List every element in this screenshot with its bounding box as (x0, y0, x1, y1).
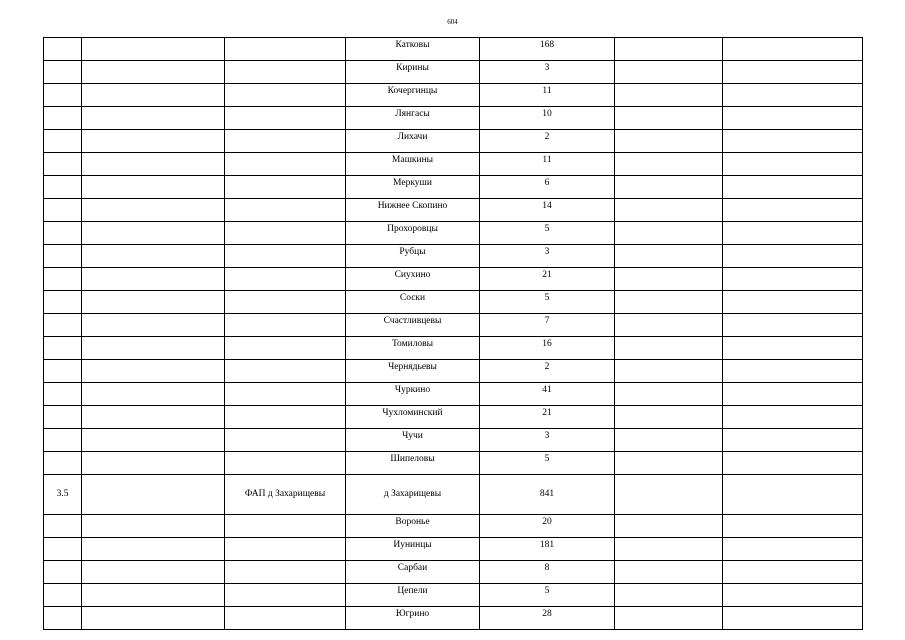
empty-cell (82, 515, 225, 538)
population-count-cell: 3 (480, 429, 615, 452)
population-count-cell: 5 (480, 452, 615, 475)
settlement-name-cell: Чучи (346, 429, 480, 452)
fap-name-cell (225, 245, 346, 268)
fap-name-cell (225, 84, 346, 107)
population-count-cell: 41 (480, 383, 615, 406)
settlement-name-cell: Томиловы (346, 337, 480, 360)
empty-cell (82, 406, 225, 429)
population-count-cell: 8 (480, 561, 615, 584)
row-number-cell (44, 360, 82, 383)
population-count-cell: 16 (480, 337, 615, 360)
empty-cell (723, 452, 863, 475)
population-count-cell: 7 (480, 314, 615, 337)
fap-name-cell: ФАП д Захарищевы (225, 475, 346, 515)
empty-cell (723, 291, 863, 314)
empty-cell (615, 406, 723, 429)
empty-cell (82, 84, 225, 107)
table-row (44, 538, 863, 561)
empty-cell (82, 199, 225, 222)
empty-cell (82, 607, 225, 630)
empty-cell (615, 153, 723, 176)
empty-cell (723, 38, 863, 61)
empty-cell (615, 176, 723, 199)
empty-cell (615, 107, 723, 130)
empty-cell (723, 61, 863, 84)
table-row (44, 452, 863, 475)
population-count-cell: 11 (480, 84, 615, 107)
empty-cell (82, 268, 225, 291)
empty-cell (82, 176, 225, 199)
table-row (44, 153, 863, 176)
empty-cell (723, 475, 863, 515)
empty-cell (723, 107, 863, 130)
settlement-name-cell: Чернядьевы (346, 360, 480, 383)
empty-cell (723, 199, 863, 222)
fap-name-cell (225, 176, 346, 199)
table-row (44, 475, 863, 515)
population-count-cell: 20 (480, 515, 615, 538)
settlement-name-cell: Катковы (346, 38, 480, 61)
empty-cell (723, 337, 863, 360)
empty-cell (615, 61, 723, 84)
population-count-cell: 14 (480, 199, 615, 222)
table-row (44, 107, 863, 130)
empty-cell (615, 429, 723, 452)
empty-cell (615, 84, 723, 107)
row-number-cell (44, 38, 82, 61)
fap-name-cell (225, 314, 346, 337)
fap-name-cell (225, 199, 346, 222)
empty-cell (723, 383, 863, 406)
table-row (44, 561, 863, 584)
row-number-cell (44, 314, 82, 337)
empty-cell (82, 38, 225, 61)
table-row (44, 130, 863, 153)
settlement-name-cell: Лянгасы (346, 107, 480, 130)
settlements-table (43, 37, 863, 630)
population-count-cell: 10 (480, 107, 615, 130)
empty-cell (723, 176, 863, 199)
row-number-cell (44, 176, 82, 199)
table-row (44, 84, 863, 107)
table-row (44, 268, 863, 291)
empty-cell (615, 291, 723, 314)
empty-cell (723, 153, 863, 176)
row-number-cell (44, 61, 82, 84)
row-number-cell (44, 452, 82, 475)
empty-cell (615, 360, 723, 383)
settlement-name-cell: Прохоровцы (346, 222, 480, 245)
table-row (44, 429, 863, 452)
empty-cell (82, 538, 225, 561)
settlement-name-cell: Кочергинцы (346, 84, 480, 107)
empty-cell (723, 84, 863, 107)
row-number-cell (44, 383, 82, 406)
population-count-cell: 181 (480, 538, 615, 561)
settlement-name-cell: д Захарищевы (346, 475, 480, 515)
page-number: 604 (447, 18, 458, 26)
settlement-name-cell: Сиухино (346, 268, 480, 291)
settlement-name-cell: Югрино (346, 607, 480, 630)
fap-name-cell (225, 383, 346, 406)
empty-cell (615, 383, 723, 406)
row-number-cell (44, 406, 82, 429)
population-count-cell: 5 (480, 584, 615, 607)
empty-cell (82, 130, 225, 153)
fap-name-cell (225, 268, 346, 291)
empty-cell (82, 107, 225, 130)
row-number-cell (44, 245, 82, 268)
population-count-cell: 841 (480, 475, 615, 515)
empty-cell (615, 314, 723, 337)
empty-cell (82, 360, 225, 383)
settlement-name-cell: Иунинцы (346, 538, 480, 561)
population-count-cell: 3 (480, 245, 615, 268)
population-count-cell: 28 (480, 607, 615, 630)
fap-name-cell (225, 38, 346, 61)
table-row (44, 337, 863, 360)
fap-name-cell (225, 538, 346, 561)
table-row (44, 38, 863, 61)
population-count-cell: 11 (480, 153, 615, 176)
empty-cell (723, 130, 863, 153)
row-number-cell (44, 268, 82, 291)
settlement-name-cell: Нижнее Скопино (346, 199, 480, 222)
empty-cell (615, 538, 723, 561)
row-number-cell (44, 561, 82, 584)
fap-name-cell (225, 107, 346, 130)
settlement-name-cell: Чуркино (346, 383, 480, 406)
empty-cell (615, 38, 723, 61)
empty-cell (615, 584, 723, 607)
row-number-cell (44, 130, 82, 153)
empty-cell (82, 561, 225, 584)
population-count-cell: 6 (480, 176, 615, 199)
settlement-name-cell: Лихачи (346, 130, 480, 153)
empty-cell (723, 538, 863, 561)
population-count-cell: 5 (480, 291, 615, 314)
row-number-cell (44, 84, 82, 107)
row-number-cell (44, 107, 82, 130)
empty-cell (82, 337, 225, 360)
fap-name-cell (225, 291, 346, 314)
population-count-cell: 168 (480, 38, 615, 61)
row-number-cell (44, 291, 82, 314)
settlement-name-cell: Счастливцевы (346, 314, 480, 337)
empty-cell (82, 475, 225, 515)
empty-cell (615, 561, 723, 584)
row-number-cell: 3.5 (44, 475, 82, 515)
empty-cell (615, 130, 723, 153)
empty-cell (82, 584, 225, 607)
row-number-cell (44, 199, 82, 222)
settlement-name-cell: Меркуши (346, 176, 480, 199)
table-row (44, 406, 863, 429)
fap-name-cell (225, 130, 346, 153)
empty-cell (82, 314, 225, 337)
fap-name-cell (225, 406, 346, 429)
empty-cell (723, 515, 863, 538)
empty-cell (82, 153, 225, 176)
empty-cell (723, 314, 863, 337)
empty-cell (723, 222, 863, 245)
population-count-cell: 21 (480, 406, 615, 429)
row-number-cell (44, 429, 82, 452)
table-row (44, 199, 863, 222)
empty-cell (615, 337, 723, 360)
fap-name-cell (225, 561, 346, 584)
row-number-cell (44, 538, 82, 561)
empty-cell (723, 268, 863, 291)
empty-cell (615, 199, 723, 222)
fap-name-cell (225, 607, 346, 630)
empty-cell (723, 607, 863, 630)
settlement-name-cell: Шипеловы (346, 452, 480, 475)
table-row (44, 607, 863, 630)
fap-name-cell (225, 337, 346, 360)
table-row (44, 291, 863, 314)
row-number-cell (44, 222, 82, 245)
row-number-cell (44, 607, 82, 630)
settlement-name-cell: Машкины (346, 153, 480, 176)
empty-cell (615, 475, 723, 515)
population-count-cell: 21 (480, 268, 615, 291)
fap-name-cell (225, 360, 346, 383)
empty-cell (82, 452, 225, 475)
fap-name-cell (225, 452, 346, 475)
empty-cell (82, 429, 225, 452)
empty-cell (723, 584, 863, 607)
empty-cell (615, 515, 723, 538)
empty-cell (615, 607, 723, 630)
population-count-cell: 2 (480, 130, 615, 153)
fap-name-cell (225, 429, 346, 452)
settlement-name-cell: Кирины (346, 61, 480, 84)
population-count-cell: 2 (480, 360, 615, 383)
fap-name-cell (225, 515, 346, 538)
row-number-cell (44, 515, 82, 538)
table-row (44, 584, 863, 607)
settlement-name-cell: Воронье (346, 515, 480, 538)
empty-cell (723, 245, 863, 268)
empty-cell (723, 429, 863, 452)
empty-cell (723, 561, 863, 584)
table-row (44, 176, 863, 199)
table-row (44, 383, 863, 406)
empty-cell (615, 452, 723, 475)
empty-cell (82, 61, 225, 84)
table-row (44, 515, 863, 538)
row-number-cell (44, 337, 82, 360)
table-row (44, 61, 863, 84)
fap-name-cell (225, 222, 346, 245)
row-number-cell (44, 584, 82, 607)
empty-cell (82, 291, 225, 314)
population-count-cell: 3 (480, 61, 615, 84)
empty-cell (615, 245, 723, 268)
fap-name-cell (225, 153, 346, 176)
population-count-cell: 5 (480, 222, 615, 245)
row-number-cell (44, 153, 82, 176)
fap-name-cell (225, 61, 346, 84)
empty-cell (82, 222, 225, 245)
empty-cell (615, 268, 723, 291)
table-row (44, 360, 863, 383)
settlement-name-cell: Рубцы (346, 245, 480, 268)
settlement-name-cell: Чухломинский (346, 406, 480, 429)
empty-cell (82, 245, 225, 268)
empty-cell (723, 406, 863, 429)
table-row (44, 222, 863, 245)
empty-cell (82, 383, 225, 406)
empty-cell (723, 360, 863, 383)
empty-cell (615, 222, 723, 245)
table-row (44, 245, 863, 268)
settlement-name-cell: Цепели (346, 584, 480, 607)
table-row (44, 314, 863, 337)
settlement-name-cell: Сарбаи (346, 561, 480, 584)
settlement-name-cell: Соски (346, 291, 480, 314)
fap-name-cell (225, 584, 346, 607)
